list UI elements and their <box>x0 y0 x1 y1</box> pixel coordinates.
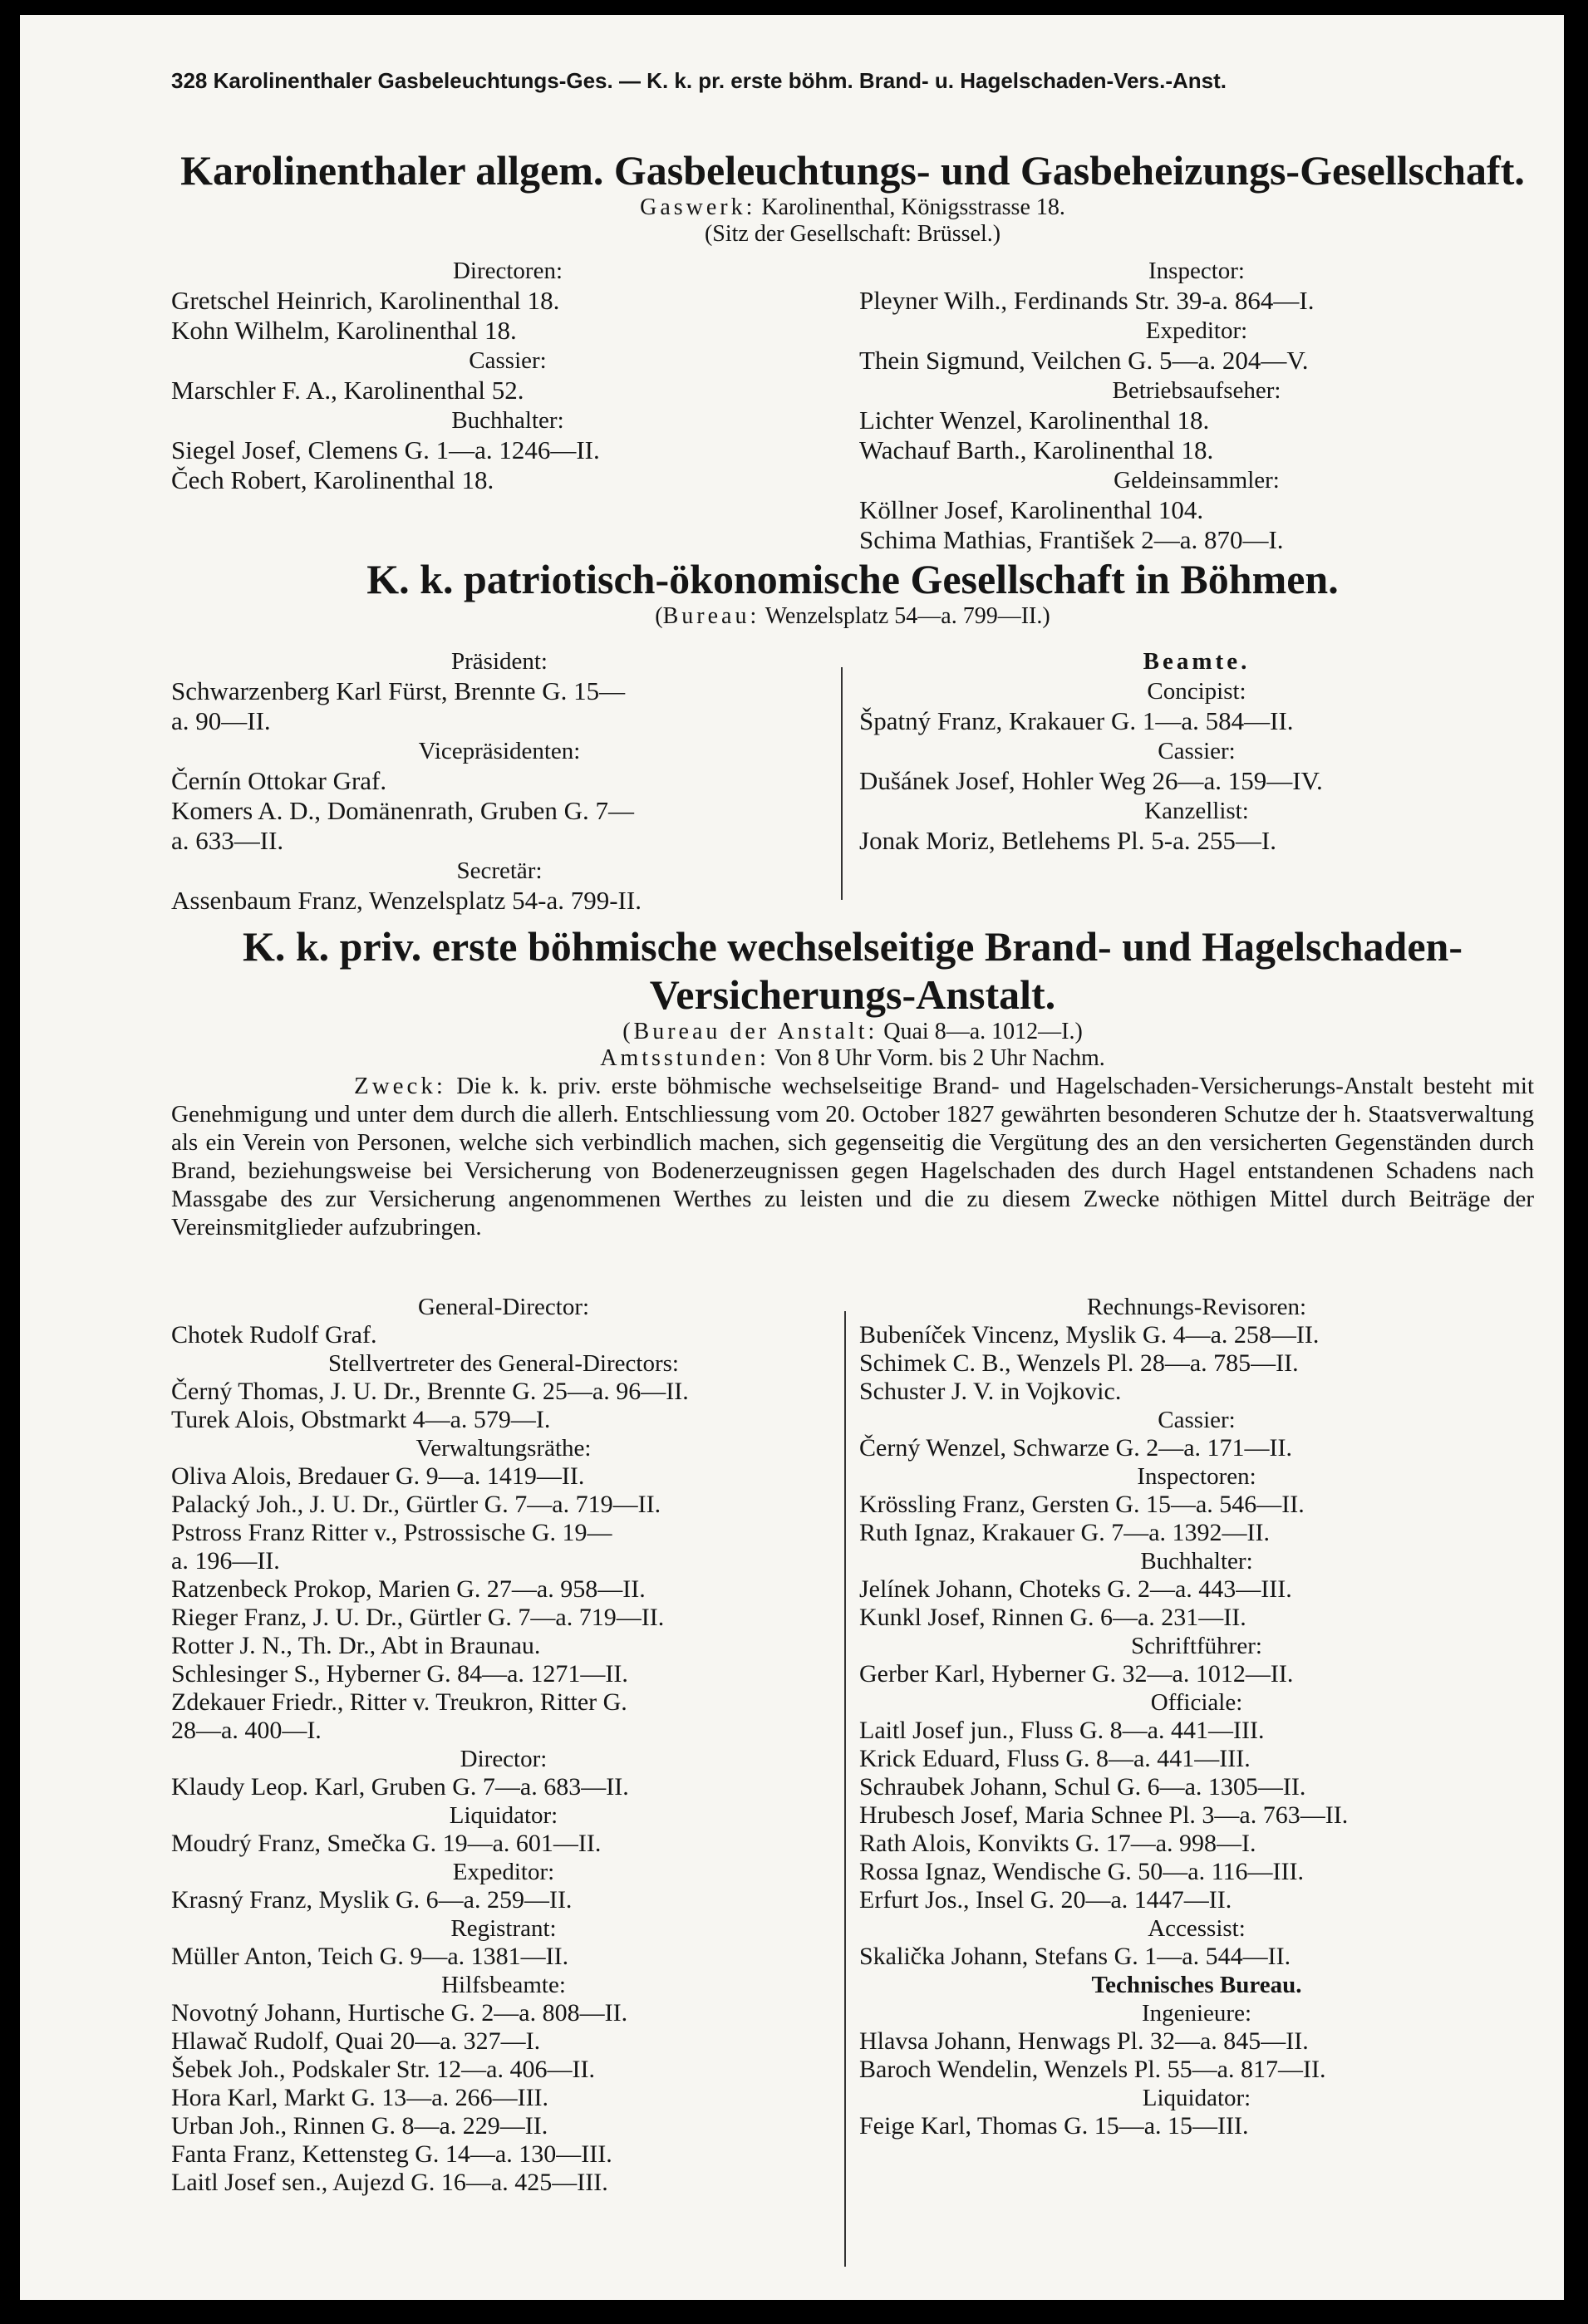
role-label: Liquidator: <box>1142 2085 1251 2111</box>
staff-entry: Černý Wenzel, Schwarze G. 2—a. 171—II. <box>859 1434 1293 1462</box>
staff-entry: Rotter J. N., Th. Dr., Abt in Braunau. <box>171 1632 541 1659</box>
staff-entry: Ratzenbeck Prokop, Marien G. 27—a. 958—II. <box>171 1575 646 1603</box>
staff-entry: Thein Sigmund, Veilchen G. 5—a. 204—V. <box>859 346 1309 375</box>
staff-entry: Hlawač Rudolf, Quai 20—a. 327—I. <box>171 2027 541 2055</box>
staff-entry: Novotný Johann, Hurtische G. 2—a. 808—II. <box>171 1999 628 2027</box>
staff-entry: Moudrý Franz, Smečka G. 19—a. 601—II. <box>171 1830 602 1857</box>
staff-entry: Hora Karl, Markt G. 13—a. 266—III. <box>171 2084 549 2111</box>
staff-entry: Erfurt Jos., Insel G. 20—a. 1447—II. <box>859 1886 1232 1914</box>
role-label: Officiale: <box>1150 1689 1243 1716</box>
staff-column-left <box>171 256 844 495</box>
staff-entry: Krössling Franz, Gersten G. 15—a. 546—II. <box>859 1491 1305 1518</box>
staff-entry: Gerber Karl, Hyberner G. 32—a. 1012—II. <box>859 1660 1294 1688</box>
role-label: Schriftführer: <box>1131 1633 1262 1659</box>
staff-entry: Müller Anton, Teich G. 9—a. 1381—II. <box>171 1943 569 1970</box>
staff-entry: Černý Thomas, J. U. Dr., Brennte G. 25—a. 96—II. <box>171 1378 689 1405</box>
staff-entry: Urban Joh., Rinnen G. 8—a. 229—II. <box>171 2112 548 2140</box>
staff-entry: Dušánek Josef, Hohler Weg 26—a. 159—IV. <box>859 766 1323 795</box>
bureau-line: (Bureau: Wenzelsplatz 54—a. 799—II.) <box>655 603 1050 629</box>
staff-entry: Lichter Wenzel, Karolinenthal 18. <box>859 405 1210 435</box>
purpose-paragraph <box>171 1072 1534 1241</box>
role-label: Accessist: <box>1148 1915 1246 1942</box>
role-label: Technisches Bureau. <box>1091 1972 1302 1998</box>
role-label: Cassier: <box>1158 1407 1236 1433</box>
role-label: Betriebsaufseher: <box>1112 377 1281 404</box>
staff-entry: Schima Mathias, František 2—a. 870—I. <box>859 525 1284 554</box>
staff-entry: Rossa Ignaz, Wendische G. 50—a. 116—III. <box>859 1858 1304 1885</box>
staff-entry: Čech Robert, Karolinenthal 18. <box>171 465 494 494</box>
role-label: Liquidator: <box>449 1802 558 1829</box>
staff-entry: Krasný Franz, Myslik G. 6—a. 259—II. <box>171 1886 573 1914</box>
role-label: Hilfsbeamte: <box>441 1972 566 1998</box>
staff-entry: Rieger Franz, J. U. Dr., Gürtler G. 7—a. 719—II. <box>171 1604 665 1631</box>
role-label: Rechnungs-Revisoren: <box>1086 1294 1307 1320</box>
column-divider <box>844 1311 846 2267</box>
staff-entry: Schlesinger S., Hyberner G. 84—a. 1271—II. <box>171 1660 628 1688</box>
staff-entry: Marschler F. A., Karolinenthal 52. <box>171 376 524 405</box>
role-label: Directoren: <box>452 258 563 284</box>
role-label: Registrant: <box>450 1915 557 1942</box>
staff-entry: Šebek Joh., Podskaler Str. 12—a. 406—II. <box>171 2056 595 2083</box>
staff-entry: Špatný Franz, Krakauer G. 1—a. 584—II. <box>859 706 1294 735</box>
section-insurance-header <box>171 922 1534 1072</box>
section-gas-company-header <box>171 146 1534 248</box>
staff-entry: 28—a. 400—I. <box>171 1717 322 1744</box>
staff-column-left <box>171 1293 836 2197</box>
staff-entry: Wachauf Barth., Karolinenthal 18. <box>859 435 1214 464</box>
role-label: Expeditor: <box>1145 317 1248 344</box>
staff-column-right <box>859 646 1534 856</box>
staff-entry: Jonak Moriz, Betlehems Pl. 5-a. 255—I. <box>859 826 1276 855</box>
staff-entry: Pleyner Wilh., Ferdinands Str. 39-a. 864—I. <box>859 286 1315 315</box>
role-label: Ingenieure: <box>1141 2000 1252 2027</box>
staff-entry: Baroch Wendelin, Wenzels Pl. 55—a. 817—II. <box>859 2056 1326 2083</box>
purpose-label: Zweck: <box>354 1073 446 1099</box>
role-label: Inspectoren: <box>1137 1463 1256 1490</box>
role-label: Cassier: <box>1158 738 1236 764</box>
section-title: K. k. patriotisch-ökonomische Gesellschaft in Böhmen. <box>366 556 1339 602</box>
role-label: Präsident: <box>451 648 548 675</box>
staff-entry: Hlavsa Johann, Henwags Pl. 32—a. 845—II. <box>859 2027 1309 2055</box>
staff-entry: Siegel Josef, Clemens G. 1—a. 1246—II. <box>171 435 600 464</box>
staff-entry: Pstross Franz Ritter v., Pstrossische G. 19— <box>171 1519 612 1546</box>
purpose-text: Die k. k. priv. erste böhmische wechselseitige Brand- und Hagelschaden-Versicherungs-Anstalt besteht mit Genehmigung und unter dem durch die allerh. Entschliessung vom 20. October 1827 gewährten besonderen Schutze der h. Staatsverwaltung als ein Verein von Personen, welche sich verbindlich machen, sich gegenseitig die Vergütung des an den versicherten Gegenständen durch Brand, beziehungsweise bei Versicherung von Bodenerzeugnissen gegen Hagelschaden des durch Hagel entstandenen Schadens nach Massgabe des zur Versicherung angenommenen Werthes zu leisten und die zu diesem Zwecke nöthigen Mittel durch Beiträge der Vereinsmitglieder aufzubringen. <box>171 1073 1534 1241</box>
section-title-line-1: K. k. priv. erste böhmische wechselseitige Brand- und Hagelschaden- <box>242 923 1463 970</box>
staff-entry: Schuster J. V. in Vojkovic. <box>859 1378 1122 1405</box>
role-label: Concipist: <box>1147 678 1246 705</box>
role-label: Kanzellist: <box>1144 798 1249 824</box>
staff-entry: Oliva Alois, Bredauer G. 9—a. 1419—II. <box>171 1462 585 1490</box>
staff-entry: a. 90—II. <box>171 706 271 735</box>
staff-entry: Krick Eduard, Fluss G. 8—a. 441—III. <box>859 1745 1251 1772</box>
section-title-line-2: Versicherungs-Anstalt. <box>649 971 1056 1018</box>
role-label: Inspector: <box>1148 258 1245 284</box>
staff-entry: Schraubek Johann, Schul G. 6—a. 1305—II. <box>859 1773 1306 1801</box>
column-divider <box>841 667 843 900</box>
seat-line: (Sitz der Gesellschaft: Brüssel.) <box>704 221 1001 247</box>
staff-column-left <box>171 646 828 916</box>
section-title: Karolinenthaler allgem. Gasbeleuchtungs- und Gasbeheizungs-Gesellschaft. <box>180 147 1525 194</box>
staff-entry: Hrubesch Josef, Maria Schnee Pl. 3—a. 763—II. <box>859 1801 1349 1829</box>
staff-column-right <box>859 1293 1534 2140</box>
document-page <box>20 15 1564 2300</box>
staff-entry: Feige Karl, Thomas G. 15—a. 15—III. <box>859 2112 1249 2140</box>
staff-entry: Komers A. D., Domänenrath, Gruben G. 7— <box>171 796 635 825</box>
staff-entry: Gretschel Heinrich, Karolinenthal 18. <box>171 286 560 315</box>
role-label: Stellvertreter des General-Directors: <box>328 1350 679 1377</box>
staff-entry: Turek Alois, Obstmarkt 4—a. 579—I. <box>171 1406 551 1433</box>
staff-entry: Schwarzenberg Karl Fürst, Brennte G. 15— <box>171 676 626 705</box>
staff-entry: a. 633—II. <box>171 826 284 855</box>
staff-entry: a. 196—II. <box>171 1547 280 1575</box>
role-label: Verwaltungsräthe: <box>415 1435 592 1462</box>
staff-entry: Köllner Josef, Karolinenthal 104. <box>859 495 1204 524</box>
staff-entry: Rath Alois, Konvikts G. 17—a. 998—I. <box>859 1830 1256 1857</box>
staff-entry: Bubeníček Vincenz, Myslik G. 4—a. 258—II. <box>859 1321 1320 1349</box>
role-label: Cassier: <box>469 347 547 374</box>
role-label: Director: <box>460 1746 548 1772</box>
role-label: Buchhalter: <box>451 407 564 434</box>
staff-entry: Palacký Joh., J. U. Dr., Gürtler G. 7—a. 719—II. <box>171 1491 661 1518</box>
staff-entry: Kunkl Josef, Rinnen G. 6—a. 231—II. <box>859 1604 1246 1631</box>
staff-entry: Zdekauer Friedr., Ritter v. Treukron, Ritter G. <box>171 1688 627 1716</box>
gaswerk-line: Gaswerk: Karolinenthal, Königsstrasse 18. <box>640 194 1065 220</box>
role-label: General-Director: <box>417 1294 590 1320</box>
staff-entry: Černín Ottokar Graf. <box>171 766 387 795</box>
office-hours-line: Amtsstunden: Von 8 Uhr Vorm. bis 2 Uhr Nachm. <box>600 1045 1105 1071</box>
staff-entry: Laitl Josef sen., Aujezd G. 16—a. 425—III. <box>171 2169 608 2196</box>
running-head: 328 Karolinenthaler Gasbeleuchtungs-Ges. — K. k. pr. erste böhm. Brand- u. Hagelschaden-Vers.-Anst. <box>171 68 1227 93</box>
role-label: Expeditor: <box>452 1859 555 1885</box>
staff-entry: Kohn Wilhelm, Karolinenthal 18. <box>171 316 517 345</box>
staff-entry: Klaudy Leop. Karl, Gruben G. 7—a. 683—II. <box>171 1773 629 1801</box>
role-label: Vicepräsidenten: <box>418 738 581 764</box>
staff-head: Beamte. <box>1143 648 1251 675</box>
staff-entry: Assenbaum Franz, Wenzelsplatz 54-a. 799-II. <box>171 886 642 915</box>
role-label: Buchhalter: <box>1140 1548 1253 1575</box>
bureau-line: (Bureau der Anstalt: Quai 8—a. 1012—I.) <box>622 1019 1083 1044</box>
staff-entry: Laitl Josef jun., Fluss G. 8—a. 441—III. <box>859 1717 1265 1744</box>
staff-entry: Jelínek Johann, Choteks G. 2—a. 443—III. <box>859 1575 1292 1603</box>
staff-entry: Skalička Johann, Stefans G. 1—a. 544—II. <box>859 1943 1291 1970</box>
role-label: Secretär: <box>456 857 543 884</box>
staff-entry: Ruth Ignaz, Krakauer G. 7—a. 1392—II. <box>859 1519 1271 1546</box>
section-patriotic-society-header <box>171 555 1534 630</box>
staff-entry: Chotek Rudolf Graf. <box>171 1321 377 1349</box>
role-label: Geldeinsammler: <box>1114 467 1280 494</box>
staff-entry: Schimek C. B., Wenzels Pl. 28—a. 785—II. <box>859 1349 1299 1377</box>
staff-entry: Fanta Franz, Kettensteg G. 14—a. 130—III. <box>171 2140 612 2168</box>
staff-column-right <box>859 256 1534 555</box>
